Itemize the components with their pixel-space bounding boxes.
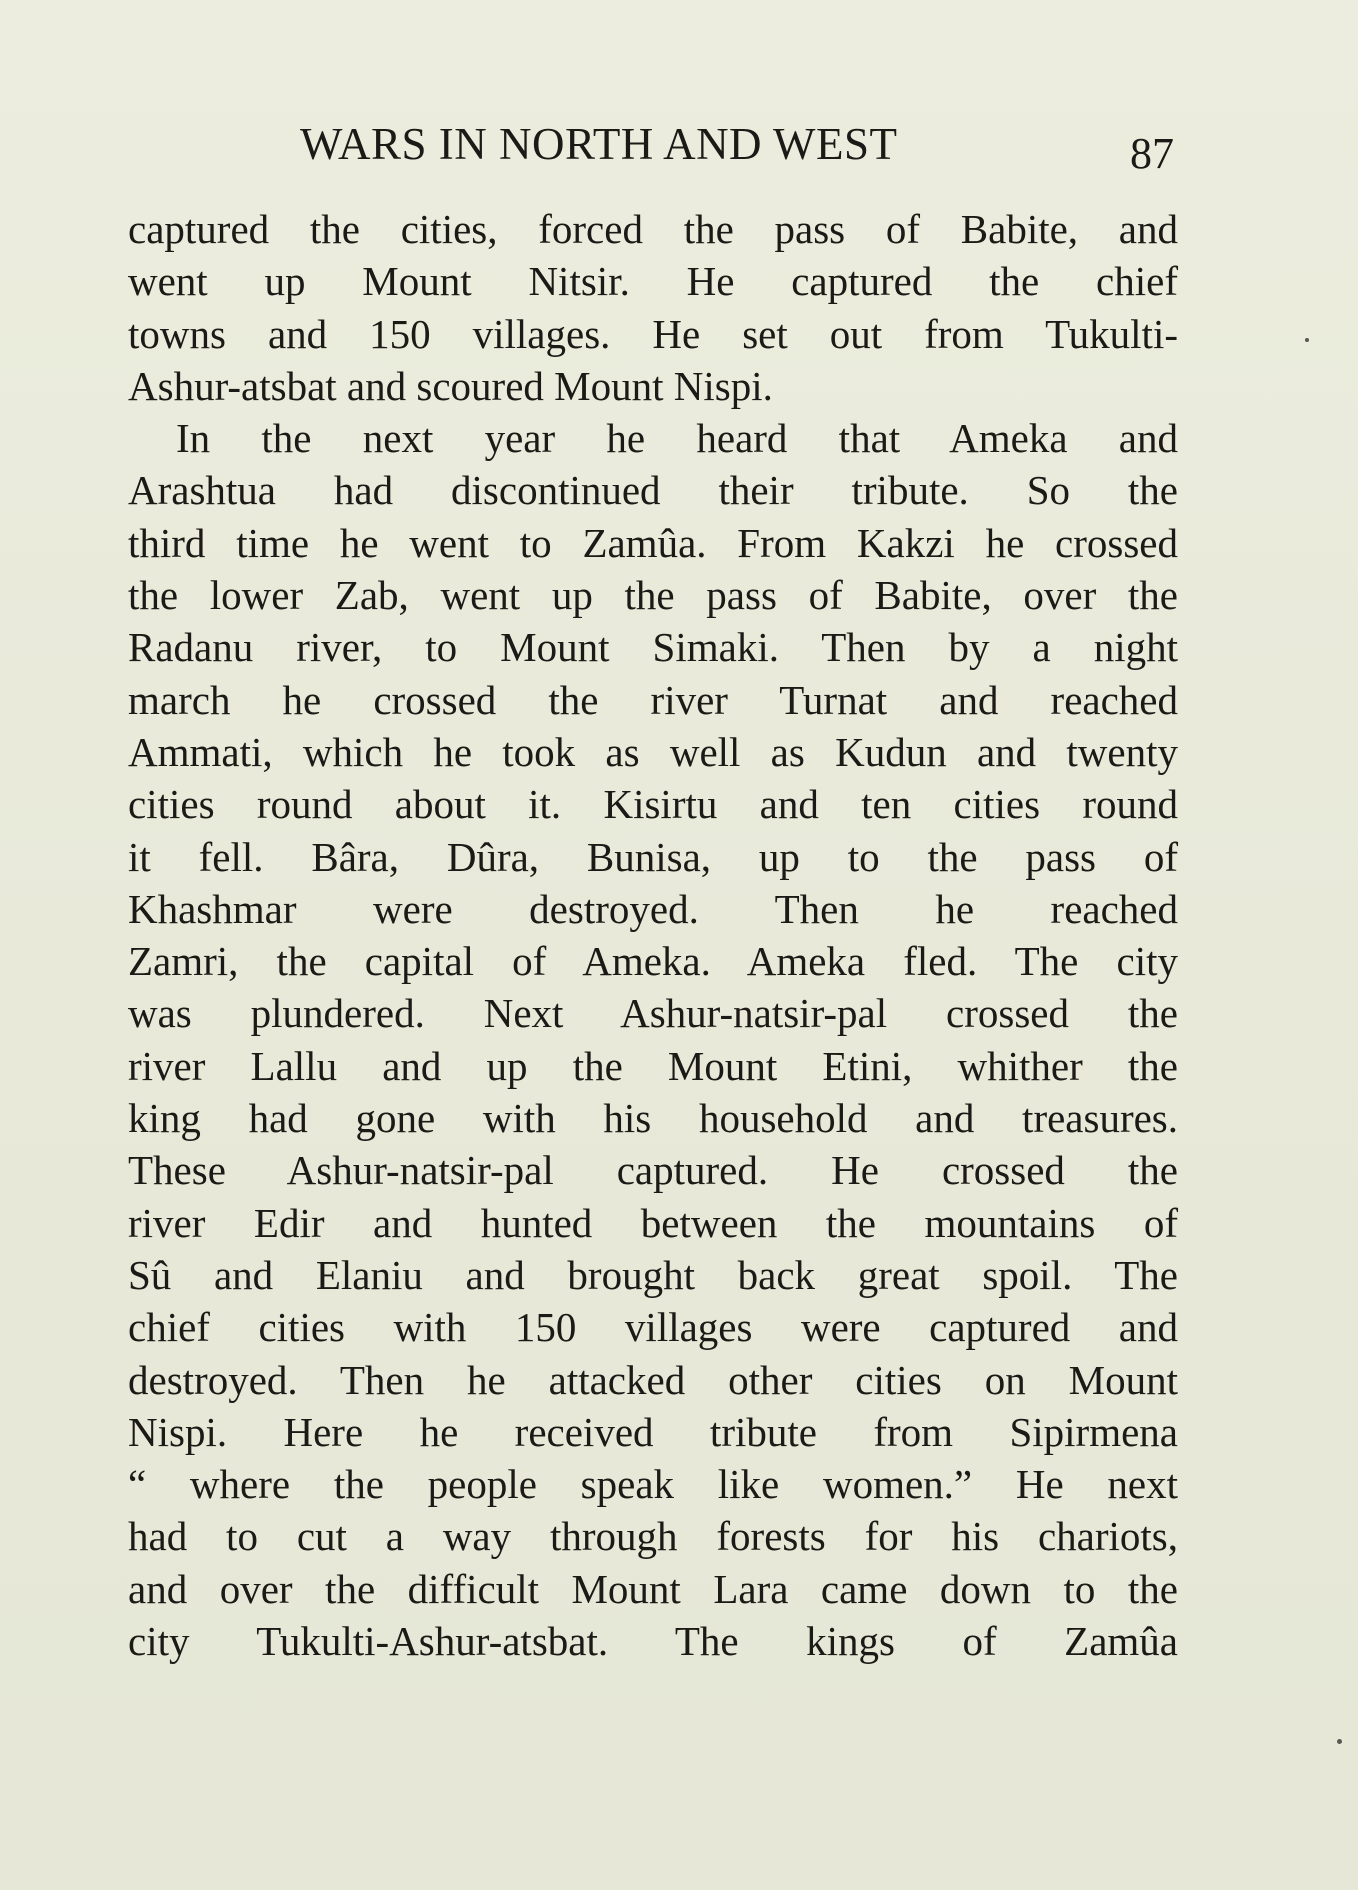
text-line: destroyed. Then he attacked other cities on Mount	[128, 1356, 1178, 1403]
text-line: Ashur-atsbat and scoured Mount Nispi.	[128, 362, 773, 409]
text-line: cities round about it. Kisirtu and ten cities round	[128, 781, 1178, 828]
text-line: river Edir and hunted between the mountains of	[128, 1199, 1178, 1246]
text-line: march he crossed the river Turnat and reached	[128, 676, 1178, 723]
text-line: Ammati, which he took as well as Kudun and twenty	[128, 728, 1178, 775]
text-line: Radanu river, to Mount Simaki. Then by a night	[128, 624, 1178, 671]
text-line: chief cities with 150 villages were captured and	[128, 1304, 1178, 1351]
text-line: These Ashur-natsir-pal captured. He crossed the	[128, 1147, 1178, 1194]
text-line: Nispi. Here he received tribute from Sipirmena	[128, 1408, 1178, 1455]
text-line: it fell. Bâra, Dûra, Bunisa, up to the pass of	[128, 833, 1178, 880]
text-line: king had gone with his household and treasures.	[128, 1095, 1178, 1142]
text-line: city Tukulti-Ashur-atsbat. The kings of Zamûa	[128, 1618, 1178, 1665]
text-line: Khashmar were destroyed. Then he reached	[128, 885, 1178, 932]
page-number: 87	[1130, 129, 1174, 178]
text-line: went up Mount Nitsir. He captured the chief	[128, 258, 1178, 305]
text-line: third time he went to Zamûa. From Kakzi he crossed	[128, 519, 1178, 566]
text-line: Zamri, the capital of Ameka. Ameka fled. The city	[128, 938, 1178, 985]
text-line: towns and 150 villages. He set out from Tukulti-	[128, 310, 1178, 357]
body-text	[128, 203, 1178, 1667]
text-line: was plundered. Next Ashur-natsir-pal crossed the	[128, 990, 1178, 1037]
text-line: Arashtua had discontinued their tribute. So the	[128, 467, 1178, 514]
text-line: In the next year he heard that Ameka and	[176, 415, 1178, 462]
paper-speck	[1305, 338, 1309, 342]
text-line: Sû and Elaniu and brought back great spoil. The	[128, 1251, 1178, 1298]
running-title: WARS IN NORTH AND WEST	[300, 119, 898, 169]
text-line: the lower Zab, went up the pass of Babite, over the	[128, 572, 1178, 619]
text-line: had to cut a way through forests for his chariots,	[128, 1513, 1178, 1560]
text-line: and over the difficult Mount Lara came down to the	[128, 1565, 1178, 1612]
paper-speck	[1337, 1739, 1342, 1744]
text-line: river Lallu and up the Mount Etini, whither the	[128, 1042, 1178, 1089]
text-line: “ where the people speak like women.” He next	[128, 1461, 1178, 1508]
text-line: captured the cities, forced the pass of Babite, and	[128, 206, 1178, 252]
